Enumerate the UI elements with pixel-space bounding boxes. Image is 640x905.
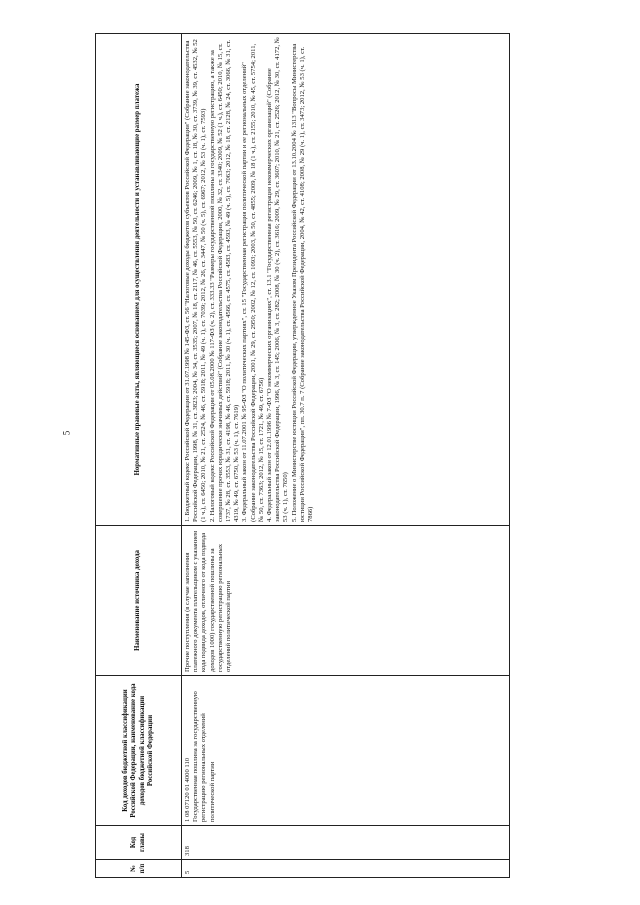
act-item: 5. Положение о Министерстве юстиции Российской Федерации, утвержденное Указом Президента Российской Федерации от 13.10.2004 № 1313 "Вопросы Министерства юстиции Российской Федерации", пп. 30.7 п. 7 (Собрание законодательства Российской Федерации, 2004, № 42, ст. 4108; 2008, № 29 (ч. 1), ст. 3473; 2012, № 53 (ч. 1), ст. 7866) xyxy=(290,43,315,522)
act-item: 1. Бюджетный кодекс Российской Федерации от 31.07.1998 № 145-ФЗ, ст. 56 "Налоговые доходы бюджетов субъектов Российской Федерации" (Собрание законодательства Российской Федерации, 1998, № 31, ст. 3823; 2004, № 34, ст. 3535; 2007, № 18, ст. 2117, № 46, ст. 5553, № 50, ст. 6246; 2009, № 1, ст. 18, № 30, ст. 3739, № 39, ст. 4532, № 52 (1 ч.), ст. 6450; 2010, № 21, ст. 2524, № 46, ст. 5918; 2011, № 49 (ч. 1), ст. 7039; 2012, № 26, ст. 3447, № 50 (ч. 5), ст. 6967; 2012, № 53 (ч. 1), ст. 7593) xyxy=(184,39,208,522)
header-chapter: Код главы xyxy=(96,826,182,860)
cell-code xyxy=(182,676,510,826)
act-item: 2. Налоговый кодекс Российской Федерации от 05.08.2000 № 117-ФЗ (ч. 2), ст. 333.33 "Размеры государственной пошлины за государственную регистрацию, а также за совершение прочих юридически значимых действий" (Собрание законодательства Российской Федерации, 2000, № 32, ст. 3340; 2009, № 52 (1 ч.), ст. 6450; 2010, № 15, ст. 1737, № 28, ст. 3553, № 31, ст. 4198, № 46, ст. 5918; 2011, № 30 (ч. 1), ст. 4566, ст. 4575, ст. 4583, ст. 4593, № 49 (ч. 5), ст. 7063; 2012, № 18, ст. 2128, № 24, ст. 3066, № 31, ст. 4319, № 49, ст. 6750, № 53 (ч. 1), ст. 7619) xyxy=(208,39,241,522)
page-number: 5 xyxy=(61,430,72,436)
cell-chapter: 318 xyxy=(182,826,510,860)
cell-name: Прочие поступления (в случае заполнения платежного документа плательщиком с указанием кода подвида доходов, отличного от кода подвида доходов 1000) государственной пошлины за государственную регистрацию региональных отделений политической партии xyxy=(182,526,510,676)
rotated-table-sheet xyxy=(95,33,510,878)
cell-code-line: 1 08 07120 01 4000 110 xyxy=(184,757,191,822)
cell-code-line: Государственная пошлина за государственную регистрацию региональных отделений политической партии xyxy=(192,691,216,822)
cell-acts xyxy=(182,34,510,526)
header-code: Код доходов бюджетной классификации Российской Федерации, наименование кода доходов бюджетной классификации Российской Федерации xyxy=(96,676,182,826)
header-acts: Нормативные правовые акты, являющиеся основанием для осуществления деятельности и устанавливающие размер платежа xyxy=(96,34,182,526)
revenue-sources-table xyxy=(95,33,510,878)
header-no: № п/п xyxy=(96,860,182,878)
act-item: 4. Федеральный закон от 12.01.1996 № 7-ФЗ "О некоммерческих организациях", ст. 13.1 "Государственная регистрация некоммерческих организаций" (Собрание законодательства Российской Федерации, 1996, № 3, ст. 145; 2006, № 3, ст. 282; 2008, № 30 (ч. 2), ст. 3616; 2009, № 29, ст. 3607; 2010, № 21, ст. 2526; 2012, № 30, ст. 4172, № 53 (ч. 1), ст. 7650) xyxy=(266,37,290,522)
table-row xyxy=(182,34,510,878)
table-header-row xyxy=(96,34,182,878)
act-item: 3. Федеральный закон от 11.07.2001 № 95-ФЗ "О политических партиях", ст. 15 "Государственная регистрация политической партии и ее региональных отделений" (Собрание законодательства Российской Федерации, 2001, № 29, ст. 2950; 2002, № 12, ст. 1093; 2003, № 50, ст. 4855; 2009, № 18 (1 ч.), ст. 2155; 2010, № 45, ст. 5754; 2011, № 50, ст. 7363; 2012, № 15, ст. 1721, № 49, ст. 6756) xyxy=(241,43,265,522)
cell-no: 5 xyxy=(182,860,510,878)
header-name: Наименование источника дохода xyxy=(96,526,182,676)
